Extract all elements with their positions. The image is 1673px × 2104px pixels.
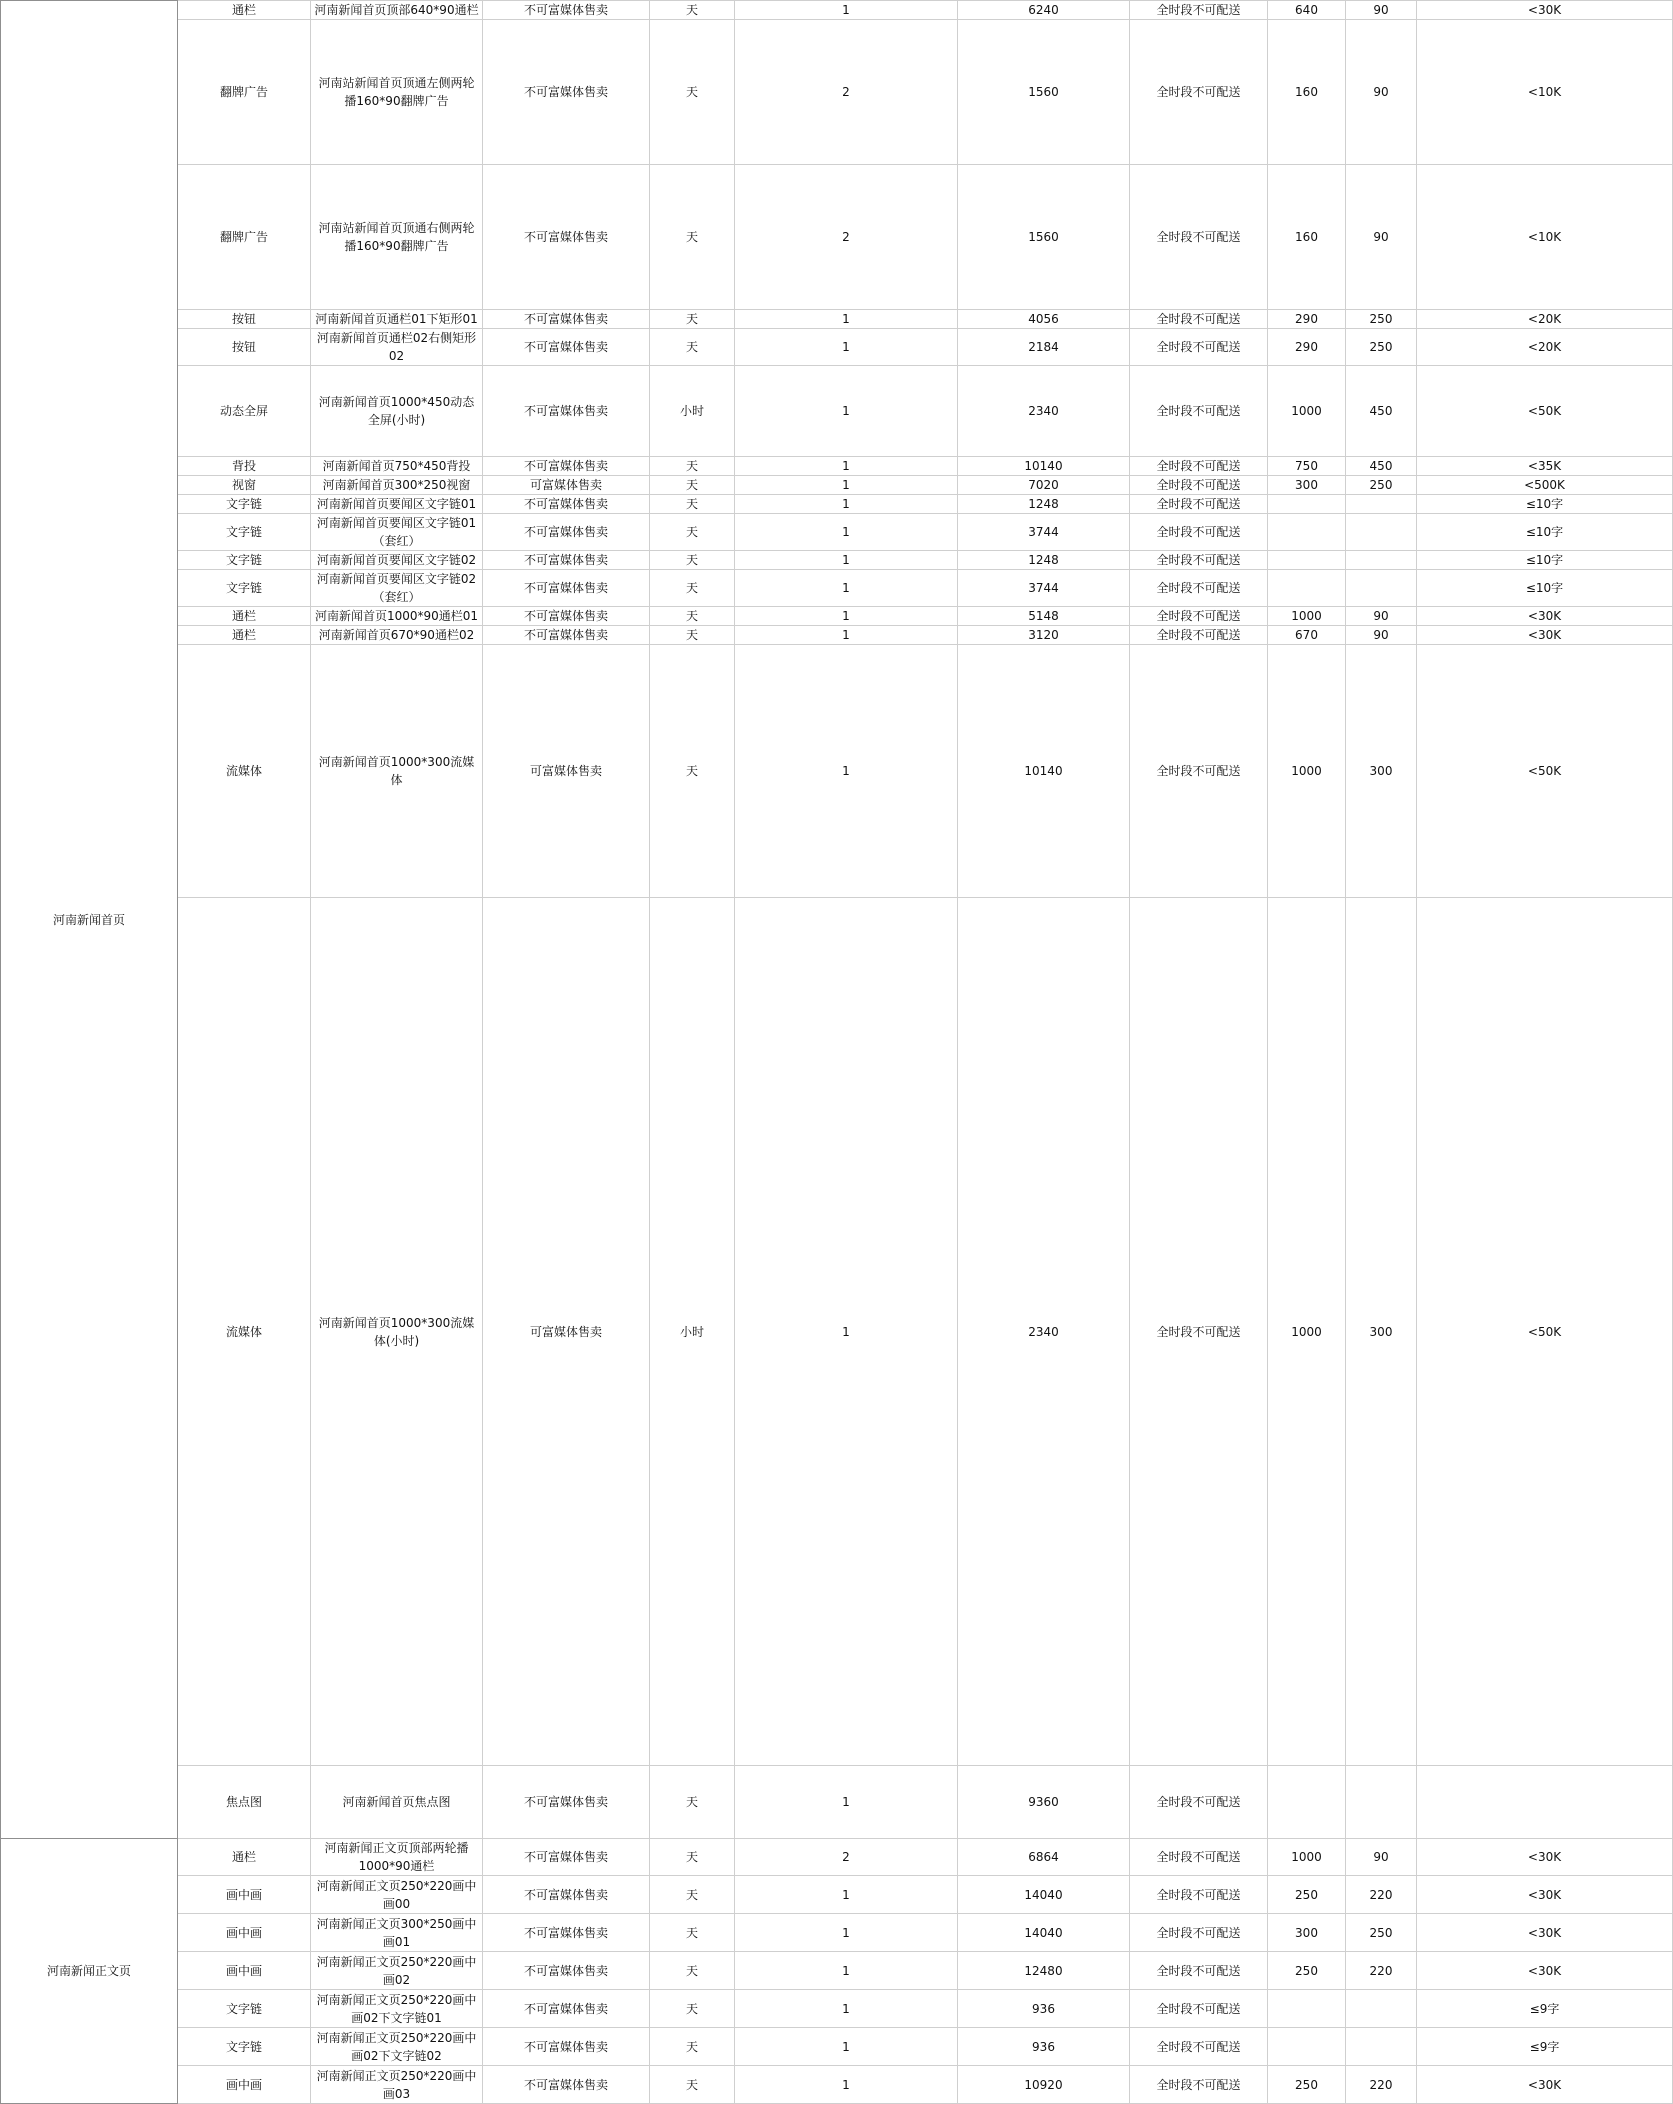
width-cell: 1000 bbox=[1268, 366, 1346, 457]
table-row bbox=[1, 898, 1673, 1766]
height-cell: 90 bbox=[1346, 1, 1417, 20]
table-row bbox=[1, 1952, 1673, 1990]
file-size-cell: <35K bbox=[1417, 457, 1673, 476]
targeting-cell: 全时段不可配送 bbox=[1130, 1839, 1268, 1876]
price-cell: 10920 bbox=[958, 2066, 1130, 2104]
ad-name-cell: 河南新闻首页焦点图 bbox=[311, 1766, 483, 1839]
ad-type-cell: 视窗 bbox=[178, 476, 311, 495]
table-row bbox=[1, 570, 1673, 607]
width-cell: 250 bbox=[1268, 2066, 1346, 2104]
billing-unit-cell: 天 bbox=[650, 1914, 735, 1952]
billing-unit-cell: 天 bbox=[650, 1990, 735, 2028]
height-cell: 450 bbox=[1346, 366, 1417, 457]
ad-type-cell: 通栏 bbox=[178, 1, 311, 20]
ad-type-cell: 画中画 bbox=[178, 1952, 311, 1990]
ad-type-cell: 按钮 bbox=[178, 310, 311, 329]
table-row bbox=[1, 2066, 1673, 2104]
width-cell bbox=[1268, 570, 1346, 607]
page-name-cell: 河南新闻正文页 bbox=[1, 1839, 178, 2104]
table-row bbox=[1, 310, 1673, 329]
ad-type-cell: 背投 bbox=[178, 457, 311, 476]
ad-name-cell: 河南新闻首页要闻区文字链02 bbox=[311, 551, 483, 570]
file-size-cell: <30K bbox=[1417, 1914, 1673, 1952]
targeting-cell: 全时段不可配送 bbox=[1130, 476, 1268, 495]
targeting-cell: 全时段不可配送 bbox=[1130, 570, 1268, 607]
table-row bbox=[1, 329, 1673, 366]
file-size-cell: <30K bbox=[1417, 1876, 1673, 1914]
height-cell: 300 bbox=[1346, 645, 1417, 898]
file-size-cell: <30K bbox=[1417, 2066, 1673, 2104]
table-row bbox=[1, 20, 1673, 165]
price-cell: 7020 bbox=[958, 476, 1130, 495]
width-cell: 750 bbox=[1268, 457, 1346, 476]
billing-unit-cell: 天 bbox=[650, 476, 735, 495]
width-cell: 160 bbox=[1268, 20, 1346, 165]
height-cell: 300 bbox=[1346, 898, 1417, 1766]
price-cell: 1560 bbox=[958, 165, 1130, 310]
billing-unit-cell: 天 bbox=[650, 329, 735, 366]
table-row bbox=[1, 1990, 1673, 2028]
ad-type-cell: 文字链 bbox=[178, 551, 311, 570]
height-cell bbox=[1346, 495, 1417, 514]
rotation-count-cell: 1 bbox=[735, 2028, 958, 2066]
billing-unit-cell: 天 bbox=[650, 495, 735, 514]
ad-name-cell: 河南站新闻首页顶通右侧两轮播160*90翻牌广告 bbox=[311, 165, 483, 310]
height-cell: 220 bbox=[1346, 1876, 1417, 1914]
table-row bbox=[1, 1, 1673, 20]
ad-name-cell: 河南新闻首页要闻区文字链01 bbox=[311, 495, 483, 514]
billing-unit-cell: 天 bbox=[650, 1952, 735, 1990]
ad-name-cell: 河南新闻首页通栏02右侧矩形02 bbox=[311, 329, 483, 366]
width-cell bbox=[1268, 2028, 1346, 2066]
table-row bbox=[1, 551, 1673, 570]
table-row bbox=[1, 645, 1673, 898]
targeting-cell: 全时段不可配送 bbox=[1130, 457, 1268, 476]
rotation-count-cell: 1 bbox=[735, 2066, 958, 2104]
rotation-count-cell: 1 bbox=[735, 645, 958, 898]
height-cell: 90 bbox=[1346, 1839, 1417, 1876]
media-type-cell: 不可富媒体售卖 bbox=[483, 570, 650, 607]
file-size-cell: <10K bbox=[1417, 165, 1673, 310]
billing-unit-cell: 天 bbox=[650, 1766, 735, 1839]
file-size-cell: ≤10字 bbox=[1417, 551, 1673, 570]
price-cell: 4056 bbox=[958, 310, 1130, 329]
height-cell: 250 bbox=[1346, 329, 1417, 366]
width-cell: 1000 bbox=[1268, 645, 1346, 898]
rotation-count-cell: 1 bbox=[735, 514, 958, 551]
targeting-cell: 全时段不可配送 bbox=[1130, 645, 1268, 898]
price-cell: 6864 bbox=[958, 1839, 1130, 1876]
height-cell: 250 bbox=[1346, 476, 1417, 495]
height-cell: 90 bbox=[1346, 20, 1417, 165]
rotation-count-cell: 1 bbox=[735, 898, 958, 1766]
price-cell: 2340 bbox=[958, 366, 1130, 457]
targeting-cell: 全时段不可配送 bbox=[1130, 495, 1268, 514]
file-size-cell: ≤10字 bbox=[1417, 495, 1673, 514]
height-cell bbox=[1346, 570, 1417, 607]
targeting-cell: 全时段不可配送 bbox=[1130, 1914, 1268, 1952]
targeting-cell: 全时段不可配送 bbox=[1130, 1990, 1268, 2028]
ad-type-cell: 通栏 bbox=[178, 607, 311, 626]
media-type-cell: 不可富媒体售卖 bbox=[483, 551, 650, 570]
file-size-cell: <20K bbox=[1417, 329, 1673, 366]
price-cell: 10140 bbox=[958, 645, 1130, 898]
file-size-cell: <50K bbox=[1417, 366, 1673, 457]
table-row bbox=[1, 1839, 1673, 1876]
ad-name-cell: 河南新闻首页通栏01下矩形01 bbox=[311, 310, 483, 329]
height-cell bbox=[1346, 1990, 1417, 2028]
price-cell: 2184 bbox=[958, 329, 1130, 366]
billing-unit-cell: 天 bbox=[650, 645, 735, 898]
targeting-cell: 全时段不可配送 bbox=[1130, 1952, 1268, 1990]
media-type-cell: 不可富媒体售卖 bbox=[483, 165, 650, 310]
ad-type-cell: 画中画 bbox=[178, 2066, 311, 2104]
file-size-cell bbox=[1417, 1766, 1673, 1839]
rotation-count-cell: 1 bbox=[735, 1990, 958, 2028]
price-cell: 5148 bbox=[958, 607, 1130, 626]
media-type-cell: 不可富媒体售卖 bbox=[483, 457, 650, 476]
ad-name-cell: 河南新闻正文页250*220画中画02 bbox=[311, 1952, 483, 1990]
media-type-cell: 可富媒体售卖 bbox=[483, 645, 650, 898]
price-cell: 14040 bbox=[958, 1876, 1130, 1914]
table-row bbox=[1, 1914, 1673, 1952]
ad-name-cell: 河南新闻首页300*250视窗 bbox=[311, 476, 483, 495]
ad-type-cell: 流媒体 bbox=[178, 898, 311, 1766]
media-type-cell: 不可富媒体售卖 bbox=[483, 20, 650, 165]
targeting-cell: 全时段不可配送 bbox=[1130, 20, 1268, 165]
media-type-cell: 可富媒体售卖 bbox=[483, 898, 650, 1766]
targeting-cell: 全时段不可配送 bbox=[1130, 1, 1268, 20]
billing-unit-cell: 天 bbox=[650, 514, 735, 551]
file-size-cell: <20K bbox=[1417, 310, 1673, 329]
price-cell: 14040 bbox=[958, 1914, 1130, 1952]
rotation-count-cell: 1 bbox=[735, 457, 958, 476]
price-cell: 936 bbox=[958, 2028, 1130, 2066]
rotation-count-cell: 1 bbox=[735, 607, 958, 626]
ad-type-cell: 翻牌广告 bbox=[178, 165, 311, 310]
ad-name-cell: 河南新闻首页1000*300流媒体(小时) bbox=[311, 898, 483, 1766]
rotation-count-cell: 1 bbox=[735, 626, 958, 645]
billing-unit-cell: 天 bbox=[650, 1, 735, 20]
rotation-count-cell: 1 bbox=[735, 1952, 958, 1990]
rotation-count-cell: 1 bbox=[735, 570, 958, 607]
price-cell: 3744 bbox=[958, 570, 1130, 607]
price-cell: 9360 bbox=[958, 1766, 1130, 1839]
ad-name-cell: 河南新闻首页要闻区文字链01（套红） bbox=[311, 514, 483, 551]
height-cell: 450 bbox=[1346, 457, 1417, 476]
ad-type-cell: 动态全屏 bbox=[178, 366, 311, 457]
height-cell: 220 bbox=[1346, 1952, 1417, 1990]
targeting-cell: 全时段不可配送 bbox=[1130, 626, 1268, 645]
media-type-cell: 可富媒体售卖 bbox=[483, 476, 650, 495]
file-size-cell: <30K bbox=[1417, 1, 1673, 20]
targeting-cell: 全时段不可配送 bbox=[1130, 607, 1268, 626]
file-size-cell: ≤10字 bbox=[1417, 514, 1673, 551]
billing-unit-cell: 天 bbox=[650, 2028, 735, 2066]
media-type-cell: 不可富媒体售卖 bbox=[483, 329, 650, 366]
table-row bbox=[1, 1766, 1673, 1839]
billing-unit-cell: 天 bbox=[650, 165, 735, 310]
media-type-cell: 不可富媒体售卖 bbox=[483, 626, 650, 645]
rotation-count-cell: 1 bbox=[735, 495, 958, 514]
ad-name-cell: 河南新闻首页顶部640*90通栏 bbox=[311, 1, 483, 20]
width-cell: 160 bbox=[1268, 165, 1346, 310]
file-size-cell: <30K bbox=[1417, 1839, 1673, 1876]
ad-name-cell: 河南新闻首页670*90通栏02 bbox=[311, 626, 483, 645]
ad-type-cell: 文字链 bbox=[178, 570, 311, 607]
targeting-cell: 全时段不可配送 bbox=[1130, 165, 1268, 310]
height-cell bbox=[1346, 514, 1417, 551]
billing-unit-cell: 天 bbox=[650, 310, 735, 329]
width-cell: 300 bbox=[1268, 1914, 1346, 1952]
price-cell: 1248 bbox=[958, 551, 1130, 570]
file-size-cell: <30K bbox=[1417, 626, 1673, 645]
billing-unit-cell: 天 bbox=[650, 551, 735, 570]
rotation-count-cell: 1 bbox=[735, 1, 958, 20]
media-type-cell: 不可富媒体售卖 bbox=[483, 1952, 650, 1990]
billing-unit-cell: 天 bbox=[650, 2066, 735, 2104]
ad-type-cell: 画中画 bbox=[178, 1876, 311, 1914]
table-row bbox=[1, 514, 1673, 551]
billing-unit-cell: 天 bbox=[650, 20, 735, 165]
height-cell bbox=[1346, 551, 1417, 570]
table-row bbox=[1, 366, 1673, 457]
billing-unit-cell: 天 bbox=[650, 1876, 735, 1914]
width-cell: 290 bbox=[1268, 329, 1346, 366]
rotation-count-cell: 2 bbox=[735, 165, 958, 310]
ad-type-cell: 翻牌广告 bbox=[178, 20, 311, 165]
billing-unit-cell: 天 bbox=[650, 626, 735, 645]
media-type-cell: 不可富媒体售卖 bbox=[483, 310, 650, 329]
rotation-count-cell: 2 bbox=[735, 20, 958, 165]
media-type-cell: 不可富媒体售卖 bbox=[483, 1766, 650, 1839]
rotation-count-cell: 1 bbox=[735, 366, 958, 457]
rotation-count-cell: 1 bbox=[735, 476, 958, 495]
table-row bbox=[1, 165, 1673, 310]
ad-name-cell: 河南新闻正文页250*220画中画02下文字链02 bbox=[311, 2028, 483, 2066]
file-size-cell: <50K bbox=[1417, 898, 1673, 1766]
billing-unit-cell: 天 bbox=[650, 607, 735, 626]
media-type-cell: 不可富媒体售卖 bbox=[483, 495, 650, 514]
ad-name-cell: 河南新闻正文页250*220画中画02下文字链01 bbox=[311, 1990, 483, 2028]
page-name-cell: 河南新闻首页 bbox=[1, 1, 178, 1839]
targeting-cell: 全时段不可配送 bbox=[1130, 2066, 1268, 2104]
ad-name-cell: 河南新闻首页1000*90通栏01 bbox=[311, 607, 483, 626]
targeting-cell: 全时段不可配送 bbox=[1130, 310, 1268, 329]
targeting-cell: 全时段不可配送 bbox=[1130, 1876, 1268, 1914]
file-size-cell: <10K bbox=[1417, 20, 1673, 165]
targeting-cell: 全时段不可配送 bbox=[1130, 329, 1268, 366]
price-cell: 6240 bbox=[958, 1, 1130, 20]
billing-unit-cell: 天 bbox=[650, 457, 735, 476]
file-size-cell: <30K bbox=[1417, 607, 1673, 626]
billing-unit-cell: 小时 bbox=[650, 366, 735, 457]
targeting-cell: 全时段不可配送 bbox=[1130, 551, 1268, 570]
price-cell: 3120 bbox=[958, 626, 1130, 645]
rotation-count-cell: 2 bbox=[735, 1839, 958, 1876]
price-cell: 3744 bbox=[958, 514, 1130, 551]
table-row bbox=[1, 476, 1673, 495]
media-type-cell: 不可富媒体售卖 bbox=[483, 1914, 650, 1952]
ad-type-cell: 按钮 bbox=[178, 329, 311, 366]
ad-type-cell: 文字链 bbox=[178, 495, 311, 514]
ad-name-cell: 河南新闻正文页250*220画中画03 bbox=[311, 2066, 483, 2104]
rotation-count-cell: 1 bbox=[735, 329, 958, 366]
file-size-cell: <50K bbox=[1417, 645, 1673, 898]
width-cell: 1000 bbox=[1268, 1839, 1346, 1876]
table-row bbox=[1, 457, 1673, 476]
height-cell: 250 bbox=[1346, 310, 1417, 329]
media-type-cell: 不可富媒体售卖 bbox=[483, 607, 650, 626]
media-type-cell: 不可富媒体售卖 bbox=[483, 2028, 650, 2066]
height-cell bbox=[1346, 2028, 1417, 2066]
media-type-cell: 不可富媒体售卖 bbox=[483, 366, 650, 457]
targeting-cell: 全时段不可配送 bbox=[1130, 366, 1268, 457]
ad-name-cell: 河南新闻正文页250*220画中画00 bbox=[311, 1876, 483, 1914]
media-type-cell: 不可富媒体售卖 bbox=[483, 514, 650, 551]
table-row bbox=[1, 495, 1673, 514]
rotation-count-cell: 1 bbox=[735, 1876, 958, 1914]
rotation-count-cell: 1 bbox=[735, 551, 958, 570]
billing-unit-cell: 小时 bbox=[650, 898, 735, 1766]
ad-type-cell: 文字链 bbox=[178, 2028, 311, 2066]
rotation-count-cell: 1 bbox=[735, 1914, 958, 1952]
width-cell bbox=[1268, 551, 1346, 570]
rotation-count-cell: 1 bbox=[735, 1766, 958, 1839]
price-cell: 12480 bbox=[958, 1952, 1130, 1990]
ad-type-cell: 文字链 bbox=[178, 1990, 311, 2028]
file-size-cell: ≤9字 bbox=[1417, 2028, 1673, 2066]
table-row bbox=[1, 607, 1673, 626]
height-cell bbox=[1346, 1766, 1417, 1839]
table-row bbox=[1, 626, 1673, 645]
height-cell: 90 bbox=[1346, 607, 1417, 626]
file-size-cell: ≤10字 bbox=[1417, 570, 1673, 607]
price-cell: 936 bbox=[958, 1990, 1130, 2028]
width-cell: 290 bbox=[1268, 310, 1346, 329]
targeting-cell: 全时段不可配送 bbox=[1130, 514, 1268, 551]
media-type-cell: 不可富媒体售卖 bbox=[483, 1990, 650, 2028]
price-cell: 2340 bbox=[958, 898, 1130, 1766]
ad-name-cell: 河南站新闻首页顶通左侧两轮播160*90翻牌广告 bbox=[311, 20, 483, 165]
width-cell bbox=[1268, 495, 1346, 514]
width-cell: 1000 bbox=[1268, 898, 1346, 1766]
price-cell: 1248 bbox=[958, 495, 1130, 514]
media-type-cell: 不可富媒体售卖 bbox=[483, 1876, 650, 1914]
targeting-cell: 全时段不可配送 bbox=[1130, 1766, 1268, 1839]
ad-name-cell: 河南新闻首页要闻区文字链02（套红） bbox=[311, 570, 483, 607]
width-cell: 1000 bbox=[1268, 607, 1346, 626]
price-cell: 1560 bbox=[958, 20, 1130, 165]
width-cell: 250 bbox=[1268, 1952, 1346, 1990]
width-cell: 670 bbox=[1268, 626, 1346, 645]
ad-name-cell: 河南新闻首页1000*300流媒体 bbox=[311, 645, 483, 898]
file-size-cell: <30K bbox=[1417, 1952, 1673, 1990]
ad-name-cell: 河南新闻首页1000*450动态全屏(小时) bbox=[311, 366, 483, 457]
width-cell bbox=[1268, 1766, 1346, 1839]
targeting-cell: 全时段不可配送 bbox=[1130, 2028, 1268, 2066]
table-row bbox=[1, 1876, 1673, 1914]
billing-unit-cell: 天 bbox=[650, 1839, 735, 1876]
file-size-cell: <500K bbox=[1417, 476, 1673, 495]
ad-type-cell: 文字链 bbox=[178, 514, 311, 551]
ad-name-cell: 河南新闻正文页顶部两轮播1000*90通栏 bbox=[311, 1839, 483, 1876]
width-cell: 640 bbox=[1268, 1, 1346, 20]
media-type-cell: 不可富媒体售卖 bbox=[483, 2066, 650, 2104]
rotation-count-cell: 1 bbox=[735, 310, 958, 329]
targeting-cell: 全时段不可配送 bbox=[1130, 898, 1268, 1766]
width-cell: 250 bbox=[1268, 1876, 1346, 1914]
media-type-cell: 不可富媒体售卖 bbox=[483, 1839, 650, 1876]
ad-type-cell: 流媒体 bbox=[178, 645, 311, 898]
table-body bbox=[1, 1, 1673, 2104]
height-cell: 90 bbox=[1346, 626, 1417, 645]
ad-name-cell: 河南新闻正文页300*250画中画01 bbox=[311, 1914, 483, 1952]
media-type-cell: 不可富媒体售卖 bbox=[483, 1, 650, 20]
ad-type-cell: 通栏 bbox=[178, 1839, 311, 1876]
ad-name-cell: 河南新闻首页750*450背投 bbox=[311, 457, 483, 476]
file-size-cell: ≤9字 bbox=[1417, 1990, 1673, 2028]
ad-type-cell: 通栏 bbox=[178, 626, 311, 645]
height-cell: 220 bbox=[1346, 2066, 1417, 2104]
price-cell: 10140 bbox=[958, 457, 1130, 476]
width-cell: 300 bbox=[1268, 476, 1346, 495]
table-row bbox=[1, 2028, 1673, 2066]
height-cell: 250 bbox=[1346, 1914, 1417, 1952]
width-cell bbox=[1268, 514, 1346, 551]
height-cell: 90 bbox=[1346, 165, 1417, 310]
billing-unit-cell: 天 bbox=[650, 570, 735, 607]
width-cell bbox=[1268, 1990, 1346, 2028]
ad-type-cell: 焦点图 bbox=[178, 1766, 311, 1839]
ad-type-cell: 画中画 bbox=[178, 1914, 311, 1952]
